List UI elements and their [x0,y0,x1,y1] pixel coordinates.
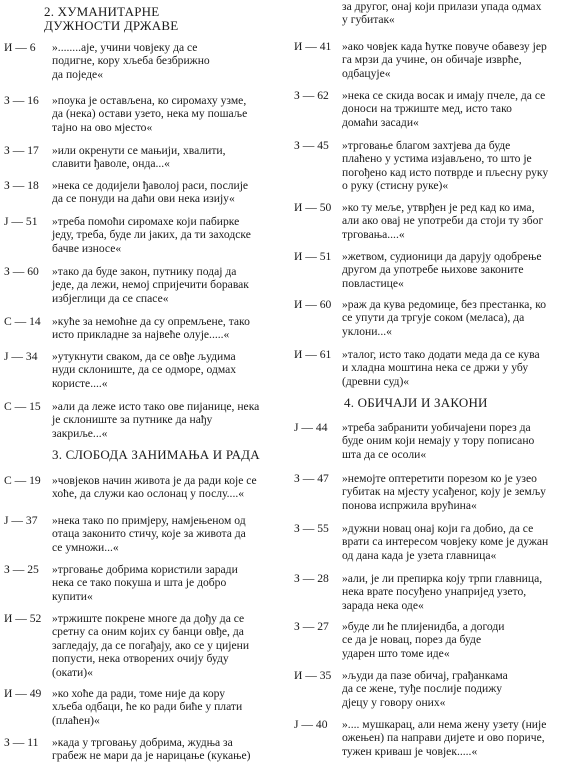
entry-code: И — 35 [294,669,332,682]
entry-code: З — 47 [294,472,329,485]
entry-text: »поука је остављена, ко сиромаху узме, да (нека) остави узето, нека му пошаље тајно на ово мјесто« [52,94,248,134]
entry-code: З — 28 [294,572,329,585]
entry-text: »или окренути се мањији, хвалити, славити ђаволе, онда...« [52,144,226,171]
entry-text: »ко ту меље, утврђен је ред кад ко има, али ако овај не употреби да стоји ту због трговања....« [342,201,544,241]
entry-text: »али да леже исто тако ове пијанице, нека је склониште за путнике да нађу закриље...« [52,400,260,440]
entry-code: J — 40 [294,718,328,731]
entry-code: И — 50 [294,201,332,214]
entry-code: З — 18 [4,179,39,192]
entry-code: З — 45 [294,139,329,152]
entry-text: »али, је ли препирка коју трпи главница, нека врате посуђено унапријед узето, зарада нека оде« [342,572,543,612]
entry-code: J — 44 [294,421,328,434]
entry-code: И — 60 [294,298,332,311]
entry-code: И — 52 [4,612,42,625]
entry-text: »тржиште покрене многе да дођу да се сретну са оним којих су банци овђе, да загледају, да се погађају, ако се у цијени попусти, нека отворених очију буду (окати)« [52,612,250,679]
entry-code: З — 55 [294,522,329,535]
entry-text: »ко хоће да ради, томе није да кору хљеба одбаци, ће ко ради биће у плати (плаћен)« [52,687,243,727]
entry-text: »тако да буде закон, путнику подај да једе, да лежи, немој спријечити боравак избјеглици да се спасе« [52,265,249,305]
entry-text: »треба забранити уобичајени порез да буде оним који немају у тору пописано шта да се осоли« [342,421,535,461]
entry-text: »трговање добрима користили заради нека се тако покуша и шта је добро купити« [52,563,238,603]
entry-text: »човјеков начин живота је да ради које се хоће, да служи као ослонац у послу....« [52,474,257,501]
entry-text: »буде ли ће плијенидба, а догоди се да је новац, порез да буде ударен што томе иде« [342,620,505,660]
entry-text: »немојте оптеретити порезом ко је узео губитак на мјесту усађеног, коју је земљу понова испржила врућина« [342,472,546,512]
entry-code: J — 51 [4,215,38,228]
entry-code: З — 27 [294,620,329,633]
entry-text: »нека се додијели ђаволој раси, послије да се понуди на даћи ови нека изију« [52,179,249,206]
entry-text: »ако човјек када ћутке повуче обавезу јер га мрзи да учине, он обичаје изврће, одбацује« [342,40,547,80]
entry-code: И — 41 [294,40,332,53]
entry-code: И — 49 [4,687,42,700]
entry-text: »трговање благом захтјева да буде плаћено у устима изјављено, то што је погођено кад исто потврде и пљесну руку о руку (стисну руке)« [342,139,549,193]
section-heading-2: 2. ХУМАНИТАРНЕ ДУЖНОСТИ ДРЖАВЕ [44,4,179,33]
entry-text: »када у трговању добрима, жудња за грабеж не мари да је нарицање (кукање) [52,736,251,763]
entry-code: И — 51 [294,250,332,263]
entry-text: »талог, исто тако додати меда да се кува и хладна моштина нека се држи у убу (древни суд)« [342,348,540,388]
entry-text: »куће за немоћне да су опремљене, тако исто прикладне за највеће олује.....« [52,315,250,342]
entry-text: ».... мушкарац, али нема жену узету (није ожењен) па направи дијете и ово поричe, тужен криваш је човјек.....« [342,718,547,758]
entry-code: И — 6 [4,41,36,54]
entry-text: »нека се скида восак и имају пчеле, да се доноси на тржиште мед, исто тако домаћи засади« [342,89,546,129]
entry-text: »нека тако по примјеру, намјењеном од отаца законито стичу, које за живота да се умножи...« [52,514,246,554]
entry-code: З — 17 [4,144,39,157]
entry-text: »........аје, учини човјеку да се подигне, кору хљеба безбрижно да поједе« [52,41,210,81]
entry-code: З — 25 [4,563,39,576]
entry-code: J — 34 [4,350,38,363]
entry-text: »људи да пазе обичај, грађанкама да се жене, туђе послије подижу дјецу у говору оних« [342,669,508,709]
entry-code: З — 11 [4,736,39,749]
entry-code: И — 61 [294,348,332,361]
entry-text: »жетвом, судионици да дарују одобрење другом да употребе њихове законите повластице« [342,250,542,290]
entry-text: за другог, онај који прилази упада одмах у губитак« [342,0,542,27]
entry-code: З — 62 [294,89,329,102]
section-heading-3: 3. СЛОБОДА ЗАНИМАЊА И РАДА [52,447,260,462]
entry-code: С — 14 [4,315,41,328]
entry-text: »раж да кува редомице, без престанка, ко се упути да тргује соком (меласа), да уклони...« [342,298,547,338]
entry-text: »дужни новац онај који га добио, да се врати са интересом човјеку коме је дужан од дана када је узета главница« [342,522,549,562]
entry-code: С — 15 [4,400,41,413]
entry-code: З — 16 [4,94,39,107]
entry-code: С — 19 [4,474,41,487]
entry-code: З — 60 [4,265,39,278]
entry-code: J — 37 [4,514,38,527]
section-heading-4: 4. ОБИЧАЈИ И ЗАКОНИ [344,395,488,410]
entry-text: »утукнути сваком, да се овђе људима нуди склониште, да се одморе, одмах користе....« [52,350,237,390]
entry-text: »треба помоћи сиромахе који пабирке једу, треба, буде ли јаких, да ти заходске бачве износе« [52,215,251,255]
